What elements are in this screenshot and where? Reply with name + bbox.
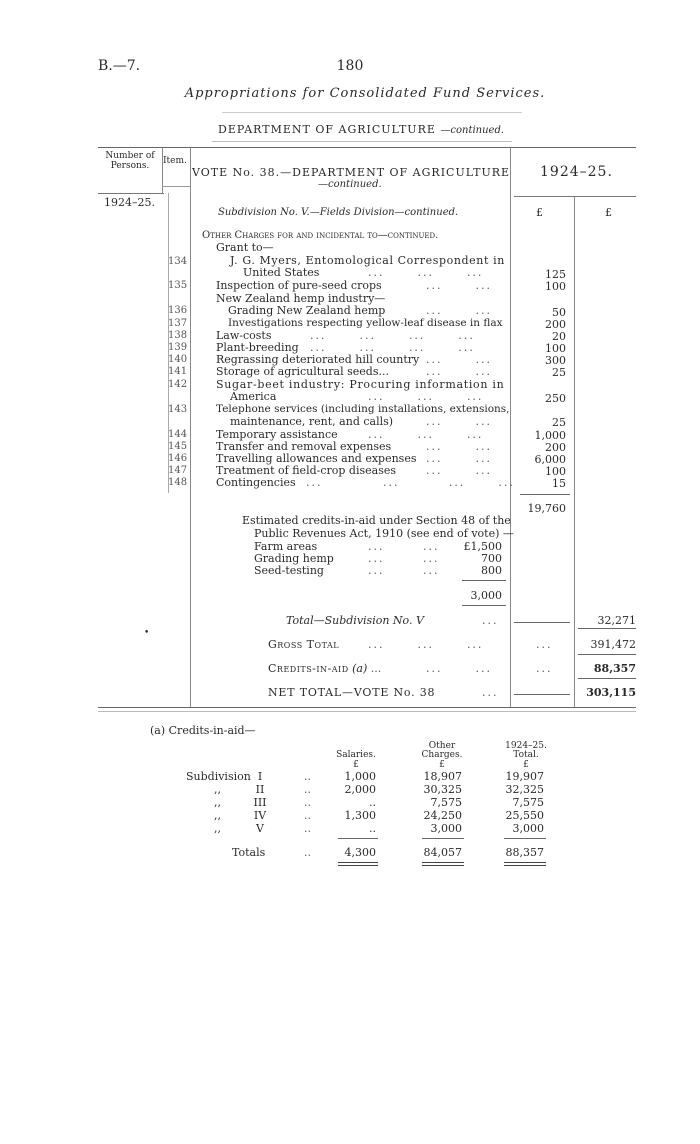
footnote-row-roman: IV bbox=[253, 809, 267, 822]
item-description: Investigations respecting yellow-leaf disease in flax bbox=[228, 317, 503, 329]
footnote-row-roman: II bbox=[255, 783, 265, 796]
item-number: 135 bbox=[168, 280, 188, 291]
item-number: 134 bbox=[168, 256, 188, 267]
vote-title-continued: —continued. bbox=[318, 179, 382, 190]
item-description-cont: America bbox=[230, 390, 277, 403]
page-number: 180 bbox=[336, 58, 364, 74]
footnote-totals-other: 84,057 bbox=[423, 846, 462, 859]
other-charges-heading: Other Charges for and incidental to—continued. bbox=[202, 230, 439, 241]
item-amount: 1,000 bbox=[534, 429, 566, 442]
item-description: Grading New Zealand hemp bbox=[228, 304, 386, 317]
footnote-marker: (a) bbox=[352, 662, 368, 675]
item-amount: 50 bbox=[552, 306, 566, 319]
item-amount: 6,000 bbox=[534, 453, 566, 466]
item-number: 138 bbox=[168, 330, 188, 341]
item-description: Travelling allowances and expenses bbox=[216, 452, 417, 465]
currency-symbol: £ bbox=[523, 760, 529, 770]
credit-label: Grading hemp bbox=[254, 552, 334, 565]
credits-in-aid-label: Credits-in-aid bbox=[268, 662, 349, 675]
footnote-salaries: .. bbox=[369, 796, 376, 809]
footnote-other: 3,000 bbox=[430, 822, 462, 835]
item-number: 137 bbox=[168, 318, 188, 329]
item-description: Telephone services (including installations, extensions, bbox=[216, 403, 510, 415]
currency-symbol: £ bbox=[439, 760, 445, 770]
footnote-row-roman: III bbox=[253, 796, 267, 809]
credits-total: 3,000 bbox=[470, 589, 502, 602]
footnote-total: 19,907 bbox=[505, 770, 544, 783]
total-column-header: 1924–25. bbox=[505, 741, 547, 751]
item-amount: 100 bbox=[545, 280, 566, 293]
credit-amount: 700 bbox=[481, 552, 502, 565]
credits-in-aid-line: Credits-in-aid (a) ... bbox=[268, 662, 382, 675]
document-reference: B.—7. bbox=[98, 58, 141, 74]
department-name: DEPARTMENT OF AGRICULTURE bbox=[218, 123, 436, 136]
item-number: 139 bbox=[168, 342, 188, 353]
footnote-row-label: ,, bbox=[214, 822, 221, 835]
credits-intro: Estimated credits-in-aid under Section 48 of the bbox=[242, 514, 511, 527]
item-number: 140 bbox=[168, 354, 188, 365]
footnote-salaries: 2,000 bbox=[344, 783, 376, 796]
credit-label: Farm areas bbox=[254, 540, 318, 553]
item-description: J. G. Myers, Entomological Correspondent in bbox=[230, 254, 505, 267]
credit-amount: 800 bbox=[481, 564, 502, 577]
persons-year: 1924–25. bbox=[104, 196, 155, 209]
item-description: Sugar-beet industry: Procuring information in bbox=[216, 378, 505, 391]
gross-total-amount: 391,472 bbox=[590, 638, 636, 651]
net-total-label: NET TOTAL—VOTE No. 38 bbox=[268, 686, 436, 699]
item-number: 145 bbox=[168, 441, 188, 452]
item-group-heading: New Zealand hemp industry— bbox=[216, 292, 386, 305]
subdivision-total-label: Total—Subdivision No. V bbox=[286, 614, 424, 627]
item-description: Temporary assistance bbox=[216, 428, 338, 441]
item-description-cont: maintenance, rent, and calls) bbox=[230, 415, 394, 428]
items-subtotal: 19,760 bbox=[527, 502, 566, 515]
item-description: Contingencies bbox=[216, 476, 296, 489]
department-suffix: —continued. bbox=[440, 125, 505, 136]
item-number: 141 bbox=[168, 366, 188, 377]
footnote-row-label: Subdivision bbox=[186, 770, 251, 783]
footnote-row-label: ,, bbox=[214, 783, 221, 796]
item-description: Treatment of field-crop diseases bbox=[216, 464, 396, 477]
subdivision-title: Subdivision No. V.—Fields Division—continued. bbox=[218, 207, 459, 218]
other-column-header: Other bbox=[428, 741, 456, 751]
footnote-total: 25,550 bbox=[505, 809, 544, 822]
footnote-row-label: ,, bbox=[214, 809, 221, 822]
item-description: Plant-breeding bbox=[216, 341, 299, 354]
item-description: Storage of agricultural seeds... bbox=[216, 365, 389, 378]
footnote-row-roman: V bbox=[256, 822, 264, 835]
subdivision-total-amount: 32,271 bbox=[597, 614, 636, 627]
other-column-header-cont: Charges. bbox=[421, 750, 463, 760]
item-amount: 300 bbox=[545, 354, 566, 367]
footnote-total: 3,000 bbox=[512, 822, 544, 835]
currency-symbol: £ bbox=[353, 760, 359, 770]
item-description-cont: United States bbox=[243, 266, 320, 279]
footnote-totals-label: Totals bbox=[232, 846, 266, 859]
footnote-title: (a) Credits-in-aid— bbox=[150, 724, 256, 737]
currency-symbol: £ bbox=[536, 206, 543, 219]
item-number: 142 bbox=[168, 379, 188, 390]
credit-amount: £1,500 bbox=[463, 540, 502, 553]
footnote-totals-salaries: 4,300 bbox=[344, 846, 376, 859]
grant-to-label: Grant to— bbox=[216, 241, 274, 254]
footnote-other: 7,575 bbox=[430, 796, 462, 809]
footnote-total: 7,575 bbox=[512, 796, 544, 809]
item-number: 143 bbox=[168, 404, 188, 415]
credits-intro-cont: Public Revenues Act, 1910 (see end of vote) — bbox=[254, 527, 514, 540]
footnote-salaries: 1,000 bbox=[344, 770, 376, 783]
vote-title: VOTE No. 38.—DEPARTMENT OF AGRICULTURE bbox=[192, 166, 511, 179]
item-amount: 200 bbox=[545, 441, 566, 454]
item-number: 144 bbox=[168, 429, 188, 440]
item-description: Law-costs bbox=[216, 329, 272, 342]
item-number: 147 bbox=[168, 465, 188, 476]
footnote-salaries: .. bbox=[369, 822, 376, 835]
persons-column-header: Number of Persons. bbox=[105, 151, 155, 171]
item-description: Regrassing deteriorated hill country bbox=[216, 353, 420, 366]
credits-in-aid-amount: 88,357 bbox=[593, 662, 636, 675]
item-amount: 250 bbox=[545, 392, 566, 405]
item-description: Transfer and removal expenses bbox=[216, 440, 392, 453]
page-title: Appropriations for Consolidated Fund Services. bbox=[184, 86, 546, 101]
footnote-total: 32,325 bbox=[505, 783, 544, 796]
item-amount: 100 bbox=[545, 465, 566, 478]
total-column-header-cont: Total. bbox=[513, 750, 539, 760]
footnote-other: 24,250 bbox=[423, 809, 462, 822]
item-number: 146 bbox=[168, 453, 188, 464]
gross-total-label: Gross Total bbox=[268, 638, 340, 651]
footnote-other: 18,907 bbox=[423, 770, 462, 783]
salaries-column-header: Salaries. bbox=[336, 750, 376, 760]
department-heading bbox=[218, 123, 504, 136]
item-amount: 200 bbox=[545, 318, 566, 331]
item-amount: 125 bbox=[545, 268, 566, 281]
item-amount: 25 bbox=[552, 416, 566, 429]
item-amount: 100 bbox=[545, 342, 566, 355]
footnote-row-label: ,, bbox=[214, 796, 221, 809]
footnote-other: 30,325 bbox=[423, 783, 462, 796]
footnote-totals-total: 88,357 bbox=[505, 846, 544, 859]
item-amount: 25 bbox=[552, 366, 566, 379]
footnote-row-roman: I bbox=[257, 770, 263, 783]
item-number: 148 bbox=[168, 477, 188, 488]
year-column-header: 1924–25. bbox=[540, 164, 613, 180]
currency-symbol: £ bbox=[605, 206, 612, 219]
item-description: Inspection of pure-seed crops bbox=[216, 279, 382, 292]
item-number: 136 bbox=[168, 305, 188, 316]
footnote-salaries: 1,300 bbox=[344, 809, 376, 822]
item-amount: 15 bbox=[552, 477, 566, 490]
item-amount: 20 bbox=[552, 330, 566, 343]
net-total-amount: 303,115 bbox=[586, 686, 636, 699]
item-column-header: Item. bbox=[163, 156, 187, 166]
credit-label: Seed-testing bbox=[254, 564, 324, 577]
